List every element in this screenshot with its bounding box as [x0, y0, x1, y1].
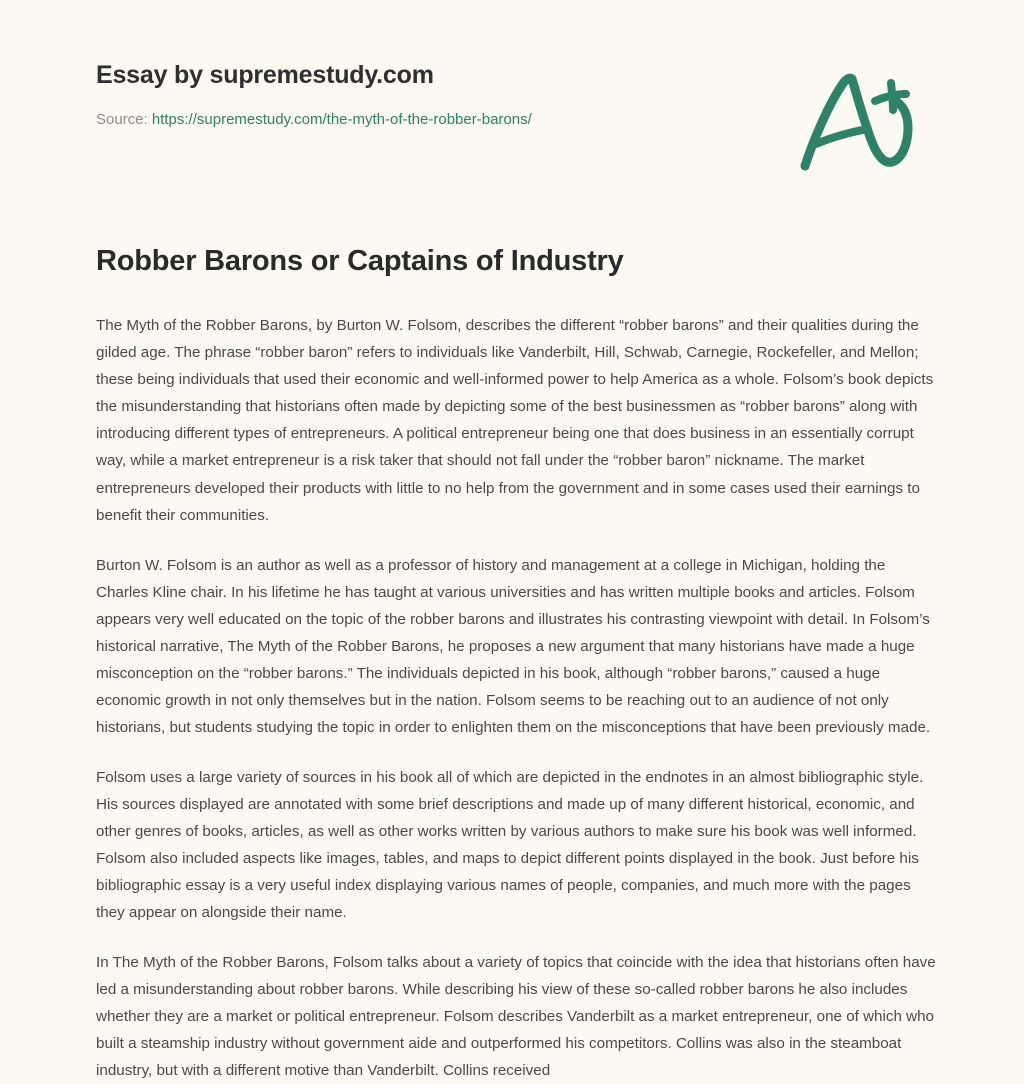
a-plus-logo-icon [792, 66, 922, 176]
page-title: Robber Barons or Captains of Industry [96, 245, 624, 277]
source-line [96, 110, 532, 130]
article-body [96, 312, 936, 1084]
article [96, 243, 936, 1084]
article-paragraph: In The Myth of the Robber Barons, Folsom talks about a variety of topics that coincide with the idea that historians often have led a misunderstanding about robber barons. While describing his view of these so-called robber barons he also includes whether they are a market or political entrepreneur. Folsom describes Vanderbilt as a market entrepreneur, one of which who built a steamship industry without government aide and outperformed his competitors. Collins was also in the steamboat industry, but with a different motive than Vanderbilt. Collins received [96, 954, 936, 1080]
header-inner [96, 58, 946, 176]
source-url-link[interactable]: https://supremestudy.com/the-myth-of-the-robber-barons/ [151, 111, 532, 128]
article-paragraph: The Myth of the Robber Barons, by Burton W. Folsom, describes the different “robber barons” and their qualities during the gilded age. The phrase “robber baron” refers to individuals like Vanderbilt, Hill, Schwab, Carnegie, Rockefeller, and Mellon; these being individuals that used their economic and well-informed power to help America as a whole. Folsom’s book depicts the misunderstanding that historians often made by depicting some of the best businessmen as “robber barons” along with introducing different types of entrepreneurs. A political entrepreneur being one that does business in an essentially corrupt way, while a market entrepreneur is a risk taker that should not fall under the “robber baron” nickname. The market entrepreneurs developed their products with little to no help from the government and in some cases used their earnings to benefit their communities. [96, 317, 934, 524]
source-label: Source: [96, 111, 148, 128]
page-header [0, 0, 1024, 210]
article-paragraph: Folsom uses a large variety of sources in his book all of which are depicted in the endnotes in an almost bibliographic style. His sources displayed are annotated with some brief descriptions and made up of many different historical, economic, and other genres of books, articles, as well as other works written by various authors to make sure his book was well informed. Folsom also included aspects like images, tables, and maps to depict different points displayed in the book. Just before his bibliographic essay is a very useful index displaying various names of people, companies, and much more with the pages they appear on alongside their name. [96, 768, 924, 922]
byline-block [96, 58, 532, 130]
byline: Essay by supremestudy.com [96, 61, 434, 89]
article-paragraph: Burton W. Folsom is an author as well as a professor of history and management at a college in Michigan, holding the Charles Kline chair. In his lifetime he has taught at various universities and has written multiple books and articles. Folsom appears very well educated on the topic of the robber barons and illustrates his contrasting viewpoint with detail. In Folsom’s historical narrative, The Myth of the Robber Barons, he proposes a new argument that many historians have made a huge misconception on the “robber barons.” The individuals depicted in his book, although “robber barons,” caused a huge economic growth in not only themselves but in the nation. Folsom seems to be reaching out to an audience of not only historians, but students studying the topic in order to enlighten them on the misconceptions that have been previously made. [96, 556, 931, 736]
